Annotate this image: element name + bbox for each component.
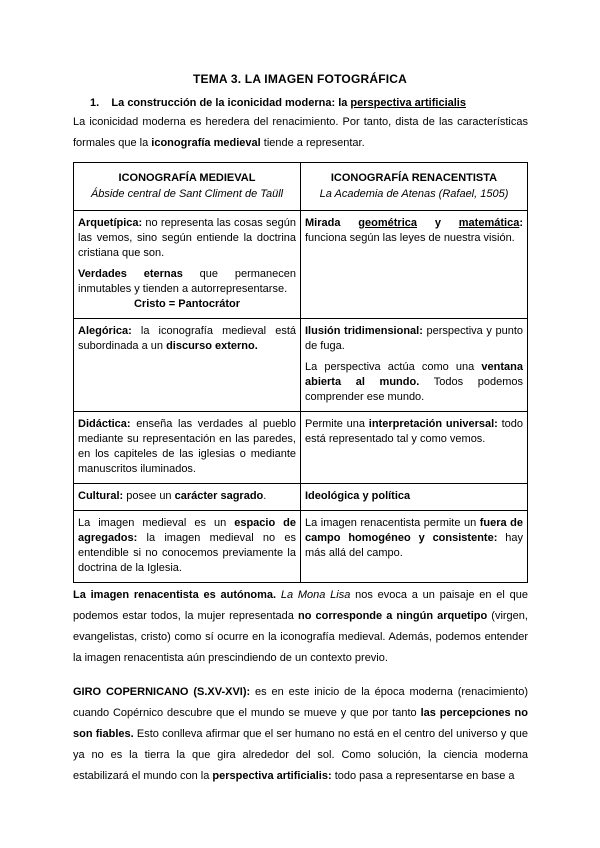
table-cell-right xyxy=(301,484,528,511)
table-cell-left xyxy=(74,511,301,583)
section-heading-underlined: perspectiva artificialis xyxy=(350,97,466,109)
cell-text: no representa las cosas según las vemos, sino según entiende la doctrina cristiana que son. xyxy=(78,217,296,259)
table-cell-right xyxy=(301,211,528,319)
table-row xyxy=(74,211,528,319)
cell-bold: espacio de agregados: xyxy=(78,517,297,544)
intro-text: La iconicidad moderna es heredera del renacimiento. Por tanto, dista de las características formales que la xyxy=(73,116,528,149)
intro-paragraph xyxy=(73,112,528,154)
para-text: todo pasa a representarse en base a xyxy=(331,770,515,782)
cell-text: que permanecen inmutables y tienden a autorrepresentarse. xyxy=(78,268,296,295)
table-cell-left xyxy=(74,319,301,412)
cell-bold: Ideológica y política xyxy=(305,490,411,502)
table-cell-right xyxy=(301,319,528,412)
header-title: ICONOGRAFÍA MEDIEVAL xyxy=(118,172,256,184)
table-header-row xyxy=(74,163,528,211)
cell-label: Cultural: xyxy=(78,490,124,502)
table-cell-right xyxy=(301,412,528,484)
section-number: 1. xyxy=(90,97,100,109)
section-heading xyxy=(90,97,466,109)
cell-underlined: matemática xyxy=(458,217,520,229)
cell-text: funciona según las leyes de nuestra visión. xyxy=(305,232,515,244)
cell-bold: interpretación universal: xyxy=(368,418,498,430)
comparison-table xyxy=(73,162,528,583)
para-bold: no corresponde a ningún arquetipo xyxy=(297,610,488,622)
cell-text: La perspectiva actúa como una xyxy=(305,361,482,373)
cell-bold: discurso externo. xyxy=(166,340,258,352)
header-subtitle: Ábside central de Sant Climent de Taüll xyxy=(90,188,284,200)
header-title: ICONOGRAFÍA RENACENTISTA xyxy=(330,172,498,184)
cell-bold: : xyxy=(519,217,523,229)
cell-label: Mirada xyxy=(305,217,341,229)
table-row xyxy=(74,484,528,511)
paragraph-giro-copernicano xyxy=(73,682,528,787)
cell-text: todo está representado tal y como vemos. xyxy=(305,418,524,445)
table-cell-right xyxy=(301,511,528,583)
cell-underlined: geométrica xyxy=(358,217,417,229)
cell-text: la iconografía medieval está subordinada a un xyxy=(78,325,296,352)
cell-bold: fuera de campo homogéneo y consistente: xyxy=(305,517,524,544)
document-title: TEMA 3. LA IMAGEN FOTOGRÁFICA xyxy=(192,72,408,86)
cell-text: La imagen medieval es un xyxy=(78,517,235,529)
cell-text: . xyxy=(263,490,267,502)
cell-center-line: Cristo = Pantocrátor xyxy=(133,298,241,310)
header-subtitle: La Academia de Atenas (Rafael, 1505) xyxy=(319,188,509,200)
intro-text-end: tiende a representar. xyxy=(260,137,365,149)
para-bold: GIRO COPERNICANO (S.XV-XVI): xyxy=(73,686,251,698)
table-cell-left xyxy=(74,412,301,484)
cell-text: enseña las verdades al pueblo mediante su representación en las paredes, en los capiteles de las iglesias o mediante manuscritos iluminados. xyxy=(78,418,296,475)
section-heading-text: La construcción de la iconicidad moderna: la xyxy=(111,97,351,109)
cell-text: posee un xyxy=(123,490,175,502)
cell-text: Todos podemos comprender ese mundo. xyxy=(305,376,523,403)
cell-text: hay más allá del campo. xyxy=(305,532,523,559)
cell-text: la imagen medieval no es entendible si no conocemos previamente la doctrina de la Iglesia. xyxy=(78,532,296,574)
cell-text: La imagen renacentista permite un xyxy=(305,517,480,529)
cell-bold: y xyxy=(417,217,459,229)
table-cell-left xyxy=(74,211,301,319)
table-row xyxy=(74,412,528,484)
table-row xyxy=(74,511,528,583)
cell-label: Verdades eternas xyxy=(78,268,183,280)
para-bold: las percepciones no son fiables. xyxy=(73,707,528,740)
header-medieval xyxy=(74,163,301,211)
paragraph-renacentista xyxy=(73,585,528,669)
para-bold: perspectiva artificialis: xyxy=(212,770,332,782)
intro-bold: iconografía medieval xyxy=(151,137,261,149)
para-text: es en este inicio de la época moderna (renacimiento) cuando Copérnico descubre que el mundo se mueve y que por tanto xyxy=(73,686,529,719)
table-row xyxy=(74,319,528,412)
table-cell-left xyxy=(74,484,301,511)
cell-label: Alegórica: xyxy=(78,325,132,337)
para-text: (virgen, evangelistas, cristo) como sí ocurre en la iconografía medieval. Además, podemos entender la imagen renacentista aún prescindiendo de un contexto previo. xyxy=(73,610,528,664)
cell-label: Ilusión tridimensional: xyxy=(305,325,423,337)
para-text: nos evoca a un paisaje en el que podemos estar todos, la mujer representada xyxy=(73,589,528,622)
cell-label: Arquetípica: xyxy=(78,217,143,229)
cell-label: Didáctica: xyxy=(78,418,131,430)
para-italic: La Mona Lisa xyxy=(276,589,351,601)
cell-text: perspectiva y punto de fuga. xyxy=(305,325,524,352)
para-bold: La imagen renacentista es autónoma. xyxy=(73,589,277,601)
header-renacentista xyxy=(301,163,528,211)
para-text: Esto conlleva afirmar que el ser humano no está en el centro del universo y que ya no es la tierra la que gira alrededor del sol. Como solución, la ciencia moderna estabilizará el mundo con la xyxy=(73,728,528,782)
cell-bold: ventana abierta al mundo. xyxy=(305,361,523,388)
cell-text: Permite una xyxy=(305,418,369,430)
cell-bold: carácter sagrado xyxy=(174,490,264,502)
